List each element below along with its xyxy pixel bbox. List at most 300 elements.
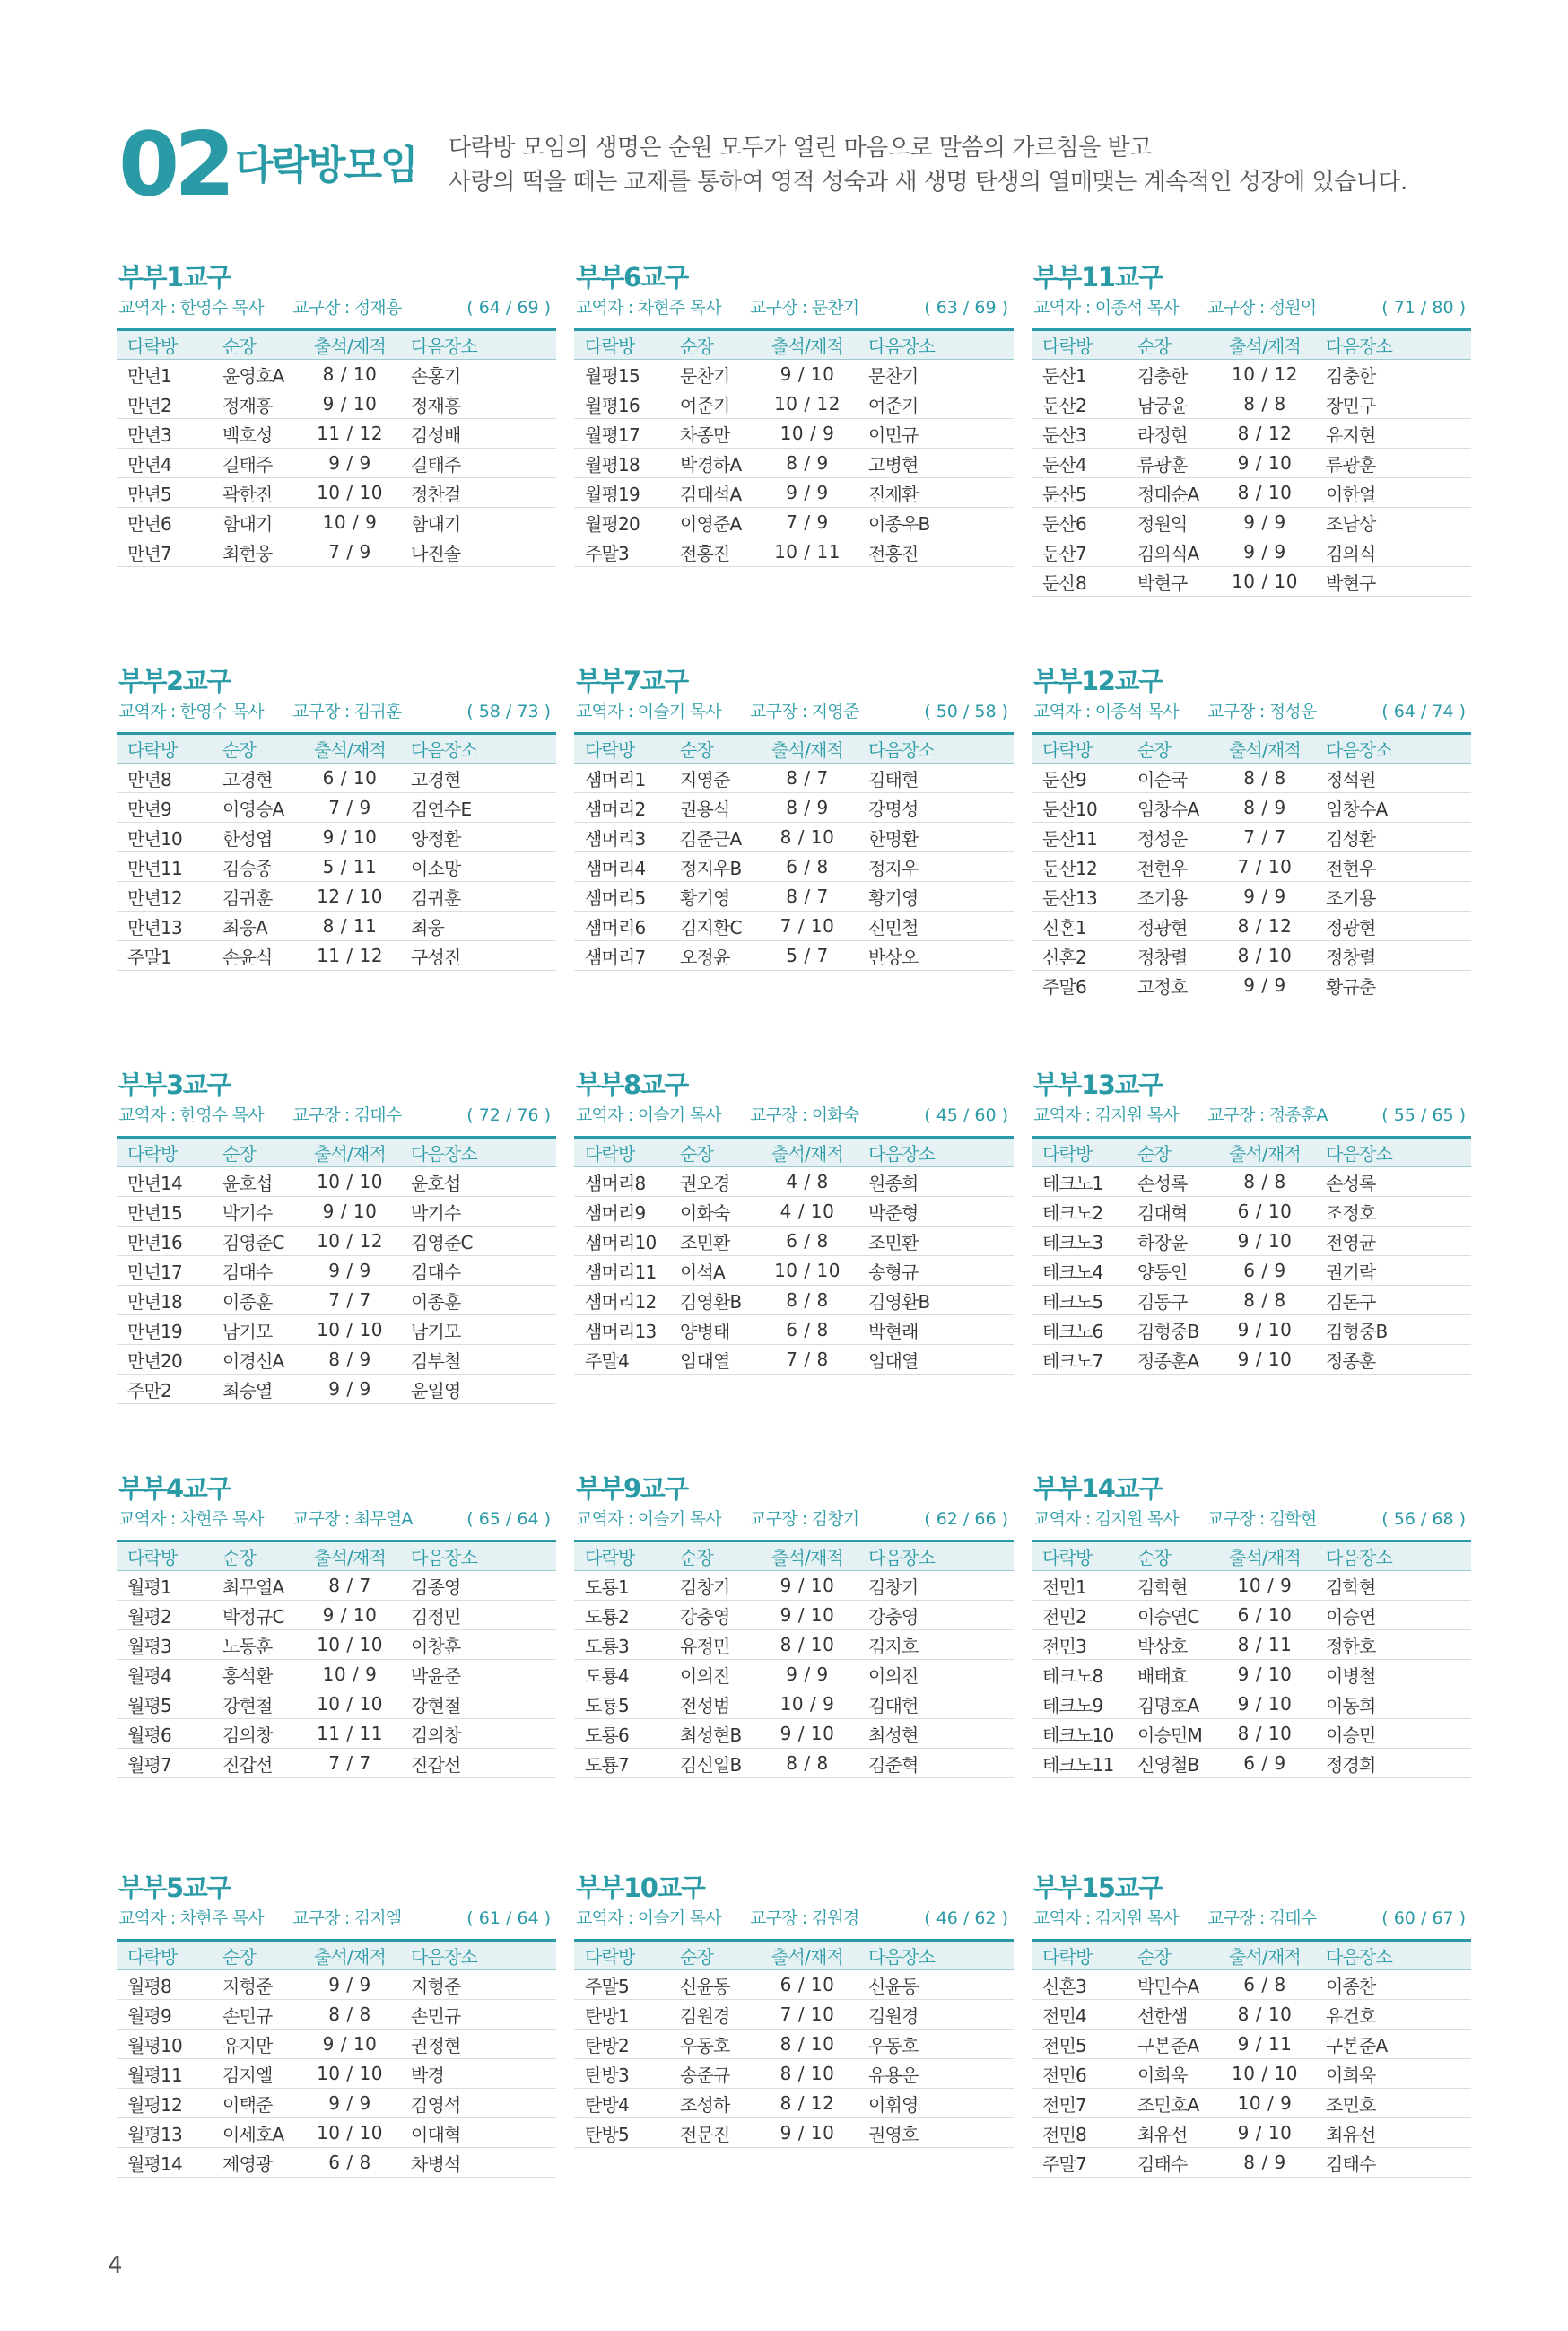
group-leader: 교구장 : 정성운	[1207, 702, 1317, 721]
cell-room: 주말1	[117, 941, 212, 971]
cell-leader: 이영준A	[669, 508, 757, 537]
cell-att: 9 / 10	[1215, 1345, 1315, 1375]
table-row	[1032, 2148, 1471, 2178]
column-header: 순장	[1127, 1941, 1215, 1970]
table-row	[1032, 2059, 1471, 2089]
column-header: 순장	[212, 1541, 300, 1571]
cell-next: 유건호	[1315, 2000, 1471, 2030]
table-row	[117, 2148, 556, 2178]
cell-leader: 정광현	[1127, 912, 1215, 941]
column-header: 다음장소	[1315, 330, 1471, 360]
cell-next: 신민철	[858, 912, 1014, 941]
group-total: ( 64 / 69 )	[466, 298, 551, 318]
cell-att: 6 / 10	[1215, 1197, 1315, 1227]
cell-leader: 조성하	[669, 2089, 757, 2118]
cell-att: 10 / 9	[300, 1660, 400, 1689]
column-header: 다음장소	[400, 330, 556, 360]
table-row	[117, 1227, 556, 1256]
parish-groups-grid	[117, 262, 1471, 2276]
table-row	[117, 389, 556, 419]
table-row	[574, 793, 1014, 823]
table-row	[1032, 537, 1471, 567]
group-leader: 교구장 : 정원익	[1207, 298, 1317, 318]
column-header: 다락방	[1032, 1941, 1127, 1970]
section-header	[118, 114, 1500, 226]
cell-next: 김연수E	[400, 793, 556, 823]
table-row	[1032, 764, 1471, 793]
table-row	[117, 941, 556, 971]
group-meta	[117, 698, 556, 725]
cell-room: 만년8	[117, 764, 212, 793]
cell-next: 이승민	[1315, 1719, 1471, 1749]
roster-table	[1032, 732, 1471, 1000]
cell-next: 고병현	[858, 449, 1014, 478]
group-meta	[1032, 1506, 1471, 1532]
cell-att: 7 / 10	[757, 912, 858, 941]
cell-att: 9 / 10	[757, 2118, 858, 2148]
group-meta	[117, 1102, 556, 1129]
cell-next: 이창훈	[400, 1630, 556, 1660]
table-row	[117, 1286, 556, 1315]
cell-next: 박기수	[400, 1197, 556, 1227]
cell-att: 8 / 8	[300, 2000, 400, 2030]
column-header: 다락방	[574, 1941, 669, 1970]
cell-leader: 신영철B	[1127, 1749, 1215, 1778]
cell-att: 9 / 9	[757, 1660, 858, 1689]
cell-room: 둔산1	[1032, 360, 1127, 389]
group-meta	[117, 1506, 556, 1532]
cell-room: 월평8	[117, 1970, 212, 2000]
cell-att: 9 / 9	[300, 1256, 400, 1286]
parish-group	[1032, 1473, 1471, 1873]
group-leader: 교구장 : 김귀훈	[292, 702, 402, 721]
group-meta	[1032, 698, 1471, 725]
cell-att: 9 / 10	[757, 1601, 858, 1630]
cell-room: 월평5	[117, 1689, 212, 1719]
group-title: 부부11교구	[1033, 262, 1163, 292]
cell-att: 7 / 9	[300, 793, 400, 823]
cell-att: 6 / 8	[300, 2148, 400, 2178]
cell-room: 월평1	[117, 1571, 212, 1601]
cell-att: 8 / 8	[1215, 1167, 1315, 1197]
cell-att: 10 / 10	[300, 2118, 400, 2148]
table-row	[574, 478, 1014, 508]
cell-room: 만년19	[117, 1315, 212, 1345]
table-header-row	[117, 330, 556, 360]
column-header: 다락방	[117, 1941, 212, 1970]
group-minister: 교역자 : 한영수 목사	[118, 702, 264, 721]
cell-next: 최성현	[858, 1719, 1014, 1749]
cell-att: 9 / 10	[1215, 1315, 1315, 1345]
cell-leader: 정대순A	[1127, 478, 1215, 508]
cell-room: 만년10	[117, 823, 212, 852]
group-title: 부부15교구	[1033, 1873, 1163, 1903]
column-header: 순장	[212, 330, 300, 360]
cell-next: 김정민	[400, 1601, 556, 1630]
cell-leader: 손성록	[1127, 1167, 1215, 1197]
table-row	[1032, 2000, 1471, 2030]
cell-next: 이의진	[858, 1660, 1014, 1689]
table-row	[1032, 449, 1471, 478]
cell-att: 9 / 10	[300, 389, 400, 419]
cell-next: 함대기	[400, 508, 556, 537]
group-minister: 교역자 : 한영수 목사	[118, 298, 264, 318]
group-minister: 교역자 : 이슬기 목사	[576, 1908, 721, 1928]
table-row	[117, 912, 556, 941]
cell-next: 정한호	[1315, 1630, 1471, 1660]
group-total: ( 56 / 68 )	[1381, 1509, 1466, 1529]
group-minister: 교역자 : 차현주 목사	[118, 1908, 264, 1928]
column-header: 다락방	[1032, 734, 1127, 764]
cell-leader: 강현철	[212, 1689, 300, 1719]
cell-leader: 김충한	[1127, 360, 1215, 389]
cell-next: 김성배	[400, 419, 556, 449]
group-meta	[1032, 1905, 1471, 1932]
cell-leader: 이의진	[669, 1660, 757, 1689]
cell-next: 김학현	[1315, 1571, 1471, 1601]
column-header: 다락방	[1032, 330, 1127, 360]
cell-room: 전민7	[1032, 2089, 1127, 2118]
cell-att: 6 / 10	[1215, 1601, 1315, 1630]
table-row	[574, 1286, 1014, 1315]
table-header-row	[1032, 1138, 1471, 1167]
cell-leader: 차종만	[669, 419, 757, 449]
table-row	[117, 1315, 556, 1345]
cell-room: 둔산3	[1032, 419, 1127, 449]
cell-room: 월평20	[574, 508, 669, 537]
cell-room: 둔산4	[1032, 449, 1127, 478]
parish-group	[1032, 1069, 1471, 1473]
cell-room: 테크노3	[1032, 1227, 1127, 1256]
cell-att: 10 / 10	[300, 478, 400, 508]
column-header: 출석/재적	[1215, 330, 1315, 360]
table-row	[574, 419, 1014, 449]
roster-table	[1032, 328, 1471, 597]
group-title: 부부12교구	[1033, 666, 1163, 696]
cell-next: 최유선	[1315, 2118, 1471, 2148]
cell-leader: 김영환B	[669, 1286, 757, 1315]
table-row	[117, 1749, 556, 1778]
cell-att: 8 / 7	[757, 882, 858, 912]
cell-att: 8 / 7	[300, 1571, 400, 1601]
cell-att: 8 / 10	[1215, 478, 1315, 508]
cell-leader: 김동구	[1127, 1286, 1215, 1315]
cell-room: 만년20	[117, 1345, 212, 1375]
parish-group	[574, 1873, 1014, 2276]
cell-room: 월평15	[574, 360, 669, 389]
roster-table	[1032, 1136, 1471, 1375]
cell-leader: 김의창	[212, 1719, 300, 1749]
cell-next: 전영균	[1315, 1227, 1471, 1256]
cell-room: 샘머리4	[574, 852, 669, 882]
cell-room: 테크노7	[1032, 1345, 1127, 1375]
cell-next: 김형중B	[1315, 1315, 1471, 1345]
table-row	[117, 478, 556, 508]
cell-room: 도룡2	[574, 1601, 669, 1630]
cell-next: 손민규	[400, 2000, 556, 2030]
cell-room: 샘머리5	[574, 882, 669, 912]
group-total: ( 72 / 76 )	[466, 1105, 551, 1125]
cell-next: 권정현	[400, 2030, 556, 2059]
group-total: ( 55 / 65 )	[1381, 1105, 1466, 1125]
table-row	[117, 882, 556, 912]
column-header: 다음장소	[858, 1541, 1014, 1571]
cell-att: 6 / 10	[757, 1970, 858, 2000]
group-leader: 교구장 : 김태수	[1207, 1908, 1317, 1928]
cell-att: 8 / 8	[757, 1749, 858, 1778]
table-row	[574, 1630, 1014, 1660]
table-row	[1032, 1601, 1471, 1630]
cell-att: 8 / 9	[757, 449, 858, 478]
cell-att: 8 / 11	[1215, 1630, 1315, 1660]
parish-group	[574, 666, 1014, 1069]
cell-next: 고경현	[400, 764, 556, 793]
table-row	[117, 2000, 556, 2030]
cell-next: 박준형	[858, 1197, 1014, 1227]
group-total: ( 62 / 66 )	[924, 1509, 1008, 1529]
cell-room: 샘머리12	[574, 1286, 669, 1315]
cell-leader: 김지환C	[669, 912, 757, 941]
cell-att: 9 / 10	[300, 1197, 400, 1227]
cell-att: 8 / 10	[757, 2030, 858, 2059]
cell-att: 8 / 9	[300, 1345, 400, 1375]
cell-next: 정광현	[1315, 912, 1471, 941]
cell-leader: 최무열A	[212, 1571, 300, 1601]
cell-leader: 이영승A	[212, 793, 300, 823]
cell-next: 이한얼	[1315, 478, 1471, 508]
cell-room: 전민5	[1032, 2030, 1127, 2059]
cell-leader: 김대수	[212, 1256, 300, 1286]
cell-att: 9 / 10	[757, 1571, 858, 1601]
cell-next: 유지현	[1315, 419, 1471, 449]
column-header: 다락방	[117, 1138, 212, 1167]
cell-room: 월평16	[574, 389, 669, 419]
cell-att: 12 / 10	[300, 882, 400, 912]
cell-next: 우동호	[858, 2030, 1014, 2059]
cell-leader: 권오경	[669, 1167, 757, 1197]
cell-att: 10 / 12	[757, 389, 858, 419]
cell-leader: 최유선	[1127, 2118, 1215, 2148]
roster-table	[574, 328, 1014, 567]
cell-leader: 조기용	[1127, 882, 1215, 912]
table-row	[1032, 2118, 1471, 2148]
cell-next: 지형준	[400, 1970, 556, 2000]
cell-room: 만년16	[117, 1227, 212, 1256]
cell-next: 김영준C	[400, 1227, 556, 1256]
column-header: 출석/재적	[300, 1941, 400, 1970]
cell-att: 10 / 9	[1215, 1571, 1315, 1601]
table-row	[117, 1571, 556, 1601]
cell-next: 박현구	[1315, 567, 1471, 597]
cell-room: 주말6	[1032, 971, 1127, 1000]
table-row	[117, 1345, 556, 1375]
cell-next: 이희욱	[1315, 2059, 1471, 2089]
group-total: ( 58 / 73 )	[466, 702, 551, 721]
cell-next: 정재흥	[400, 389, 556, 419]
cell-room: 월평12	[117, 2089, 212, 2118]
cell-att: 9 / 9	[300, 1375, 400, 1404]
cell-next: 이종우B	[858, 508, 1014, 537]
cell-att: 10 / 9	[757, 1689, 858, 1719]
cell-leader: 남기모	[212, 1315, 300, 1345]
table-row	[574, 852, 1014, 882]
group-leader: 교구장 : 김원경	[750, 1908, 859, 1928]
table-row	[1032, 1970, 1471, 2000]
cell-room: 전민3	[1032, 1630, 1127, 1660]
cell-next: 이승연	[1315, 1601, 1471, 1630]
table-row	[574, 912, 1014, 941]
group-minister: 교역자 : 차현주 목사	[576, 298, 721, 318]
cell-next: 김태수	[1315, 2148, 1471, 2178]
table-row	[574, 1689, 1014, 1719]
cell-next: 정종훈	[1315, 1345, 1471, 1375]
cell-leader: 이세호A	[212, 2118, 300, 2148]
cell-next: 차병석	[400, 2148, 556, 2178]
cell-att: 9 / 10	[1215, 2118, 1315, 2148]
cell-att: 11 / 11	[300, 1719, 400, 1749]
cell-next: 반상오	[858, 941, 1014, 971]
cell-next: 남기모	[400, 1315, 556, 1345]
cell-next: 이소망	[400, 852, 556, 882]
cell-next: 김충한	[1315, 360, 1471, 389]
cell-next: 조정호	[1315, 1197, 1471, 1227]
cell-att: 7 / 9	[300, 537, 400, 567]
cell-next: 정창렬	[1315, 941, 1471, 971]
group-title: 부부10교구	[576, 1873, 705, 1903]
cell-att: 9 / 9	[1215, 508, 1315, 537]
cell-next: 구본준A	[1315, 2030, 1471, 2059]
cell-room: 샘머리2	[574, 793, 669, 823]
cell-room: 둔산8	[1032, 567, 1127, 597]
column-header: 다음장소	[1315, 1941, 1471, 1970]
cell-att: 5 / 7	[757, 941, 858, 971]
cell-next: 황기영	[858, 882, 1014, 912]
cell-room: 둔산10	[1032, 793, 1127, 823]
cell-leader: 이종훈	[212, 1286, 300, 1315]
cell-leader: 전홍진	[669, 537, 757, 567]
cell-att: 9 / 10	[300, 823, 400, 852]
group-leader: 교구장 : 정종훈A	[1207, 1105, 1328, 1125]
group-minister: 교역자 : 한영수 목사	[118, 1105, 264, 1125]
group-leader: 교구장 : 김대수	[292, 1105, 402, 1125]
cell-next: 김의식	[1315, 537, 1471, 567]
cell-next: 황규춘	[1315, 971, 1471, 1000]
column-header: 다락방	[574, 330, 669, 360]
cell-next: 한명환	[858, 823, 1014, 852]
group-total: ( 61 / 64 )	[466, 1908, 551, 1928]
group-minister: 교역자 : 김지원 목사	[1033, 1908, 1179, 1928]
column-header: 다락방	[117, 734, 212, 764]
table-row	[574, 2118, 1014, 2148]
cell-leader: 진갑선	[212, 1749, 300, 1778]
table-row	[574, 1256, 1014, 1286]
section-description	[449, 131, 1407, 199]
cell-att: 10 / 9	[757, 419, 858, 449]
column-header: 다음장소	[400, 1941, 556, 1970]
cell-att: 7 / 10	[757, 2000, 858, 2030]
cell-next: 이민규	[858, 419, 1014, 449]
cell-att: 10 / 9	[1215, 2089, 1315, 2118]
column-header: 다락방	[574, 734, 669, 764]
cell-leader: 박정규C	[212, 1601, 300, 1630]
page-number: 4	[108, 2252, 123, 2279]
table-row	[117, 508, 556, 537]
cell-room: 테크노2	[1032, 1197, 1127, 1227]
cell-leader: 손윤식	[212, 941, 300, 971]
table-row	[574, 882, 1014, 912]
cell-next: 양정환	[400, 823, 556, 852]
table-row	[117, 793, 556, 823]
parish-group	[117, 1069, 556, 1473]
cell-leader: 정원익	[1127, 508, 1215, 537]
group-title: 부부1교구	[118, 262, 231, 292]
table-row	[1032, 1719, 1471, 1749]
column-header: 다락방	[1032, 1138, 1127, 1167]
cell-att: 10 / 12	[300, 1227, 400, 1256]
cell-att: 10 / 10	[1215, 567, 1315, 597]
cell-room: 샘머리8	[574, 1167, 669, 1197]
group-total: ( 50 / 58 )	[924, 702, 1008, 721]
group-meta	[117, 294, 556, 321]
cell-att: 10 / 10	[757, 1256, 858, 1286]
cell-att: 8 / 10	[1215, 2000, 1315, 2030]
cell-att: 9 / 10	[1215, 449, 1315, 478]
cell-att: 10 / 10	[300, 1630, 400, 1660]
cell-leader: 박상호	[1127, 1630, 1215, 1660]
table-row	[574, 389, 1014, 419]
cell-room: 테크노8	[1032, 1660, 1127, 1689]
cell-leader: 조민환	[669, 1227, 757, 1256]
cell-room: 월평3	[117, 1630, 212, 1660]
cell-next: 정지우	[858, 852, 1014, 882]
table-row	[1032, 1689, 1471, 1719]
cell-leader: 전문진	[669, 2118, 757, 2148]
group-meta	[574, 698, 1014, 725]
cell-leader: 구본준A	[1127, 2030, 1215, 2059]
cell-next: 전현우	[1315, 852, 1471, 882]
section-number: 02	[118, 114, 231, 216]
cell-room: 만년1	[117, 360, 212, 389]
cell-att: 8 / 10	[757, 1630, 858, 1660]
cell-room: 만년4	[117, 449, 212, 478]
cell-next: 김귀훈	[400, 882, 556, 912]
cell-att: 10 / 10	[300, 1315, 400, 1345]
cell-leader: 라정현	[1127, 419, 1215, 449]
cell-leader: 김영준C	[212, 1227, 300, 1256]
table-row	[117, 1601, 556, 1630]
cell-leader: 임창수A	[1127, 793, 1215, 823]
group-leader: 교구장 : 김지엘	[292, 1908, 402, 1928]
cell-leader: 조민호A	[1127, 2089, 1215, 2118]
cell-room: 샘머리10	[574, 1227, 669, 1256]
cell-room: 월평18	[574, 449, 669, 478]
column-header: 순장	[669, 1941, 757, 1970]
cell-room: 둔산2	[1032, 389, 1127, 419]
column-header: 다음장소	[400, 1138, 556, 1167]
group-meta	[117, 1905, 556, 1932]
group-leader: 교구장 : 지영준	[750, 702, 859, 721]
cell-next: 원종희	[858, 1167, 1014, 1197]
roster-table	[1032, 1540, 1471, 1778]
cell-next: 조민환	[858, 1227, 1014, 1256]
cell-next: 강명성	[858, 793, 1014, 823]
cell-room: 주말5	[574, 1970, 669, 2000]
cell-room: 탄방2	[574, 2030, 669, 2059]
cell-att: 9 / 10	[1215, 1227, 1315, 1256]
column-header: 다락방	[1032, 1541, 1127, 1571]
group-total: ( 64 / 74 )	[1381, 702, 1466, 721]
cell-room: 월평11	[117, 2059, 212, 2089]
